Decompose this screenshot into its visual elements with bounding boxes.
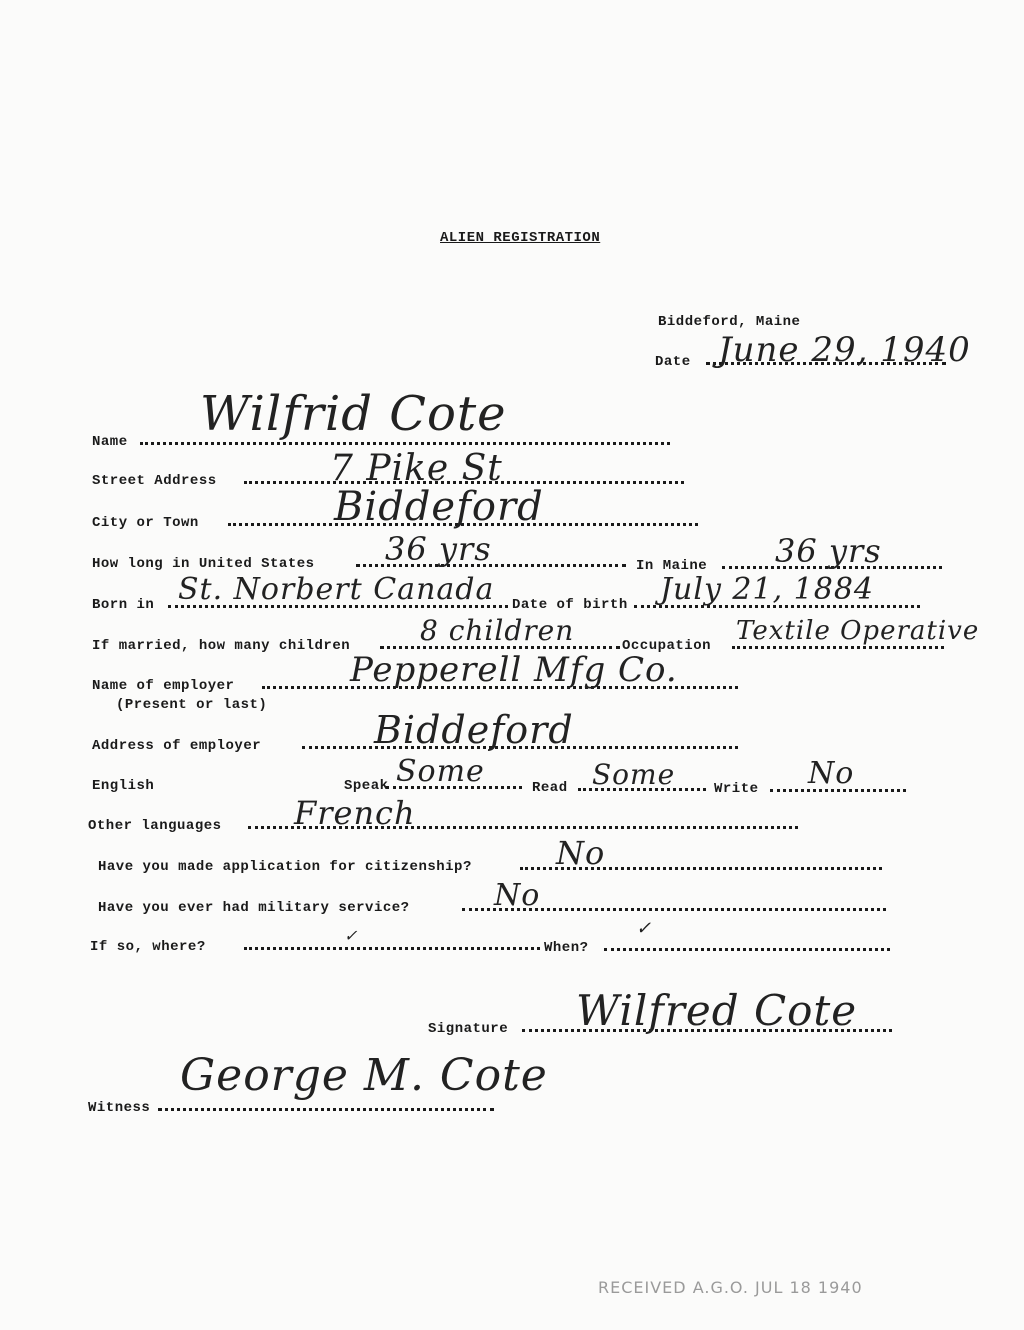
- city-value: Biddeford: [334, 484, 544, 530]
- other-languages-value: French: [294, 794, 416, 832]
- employer-value: Pepperell Mfg Co.: [350, 650, 678, 690]
- speak-label: Speak: [344, 778, 389, 794]
- citizenship-label: Have you made application for citizenship?: [98, 859, 472, 875]
- in-maine-value: 36 yrs: [775, 532, 882, 570]
- name-value: Wilfrid Cote: [200, 386, 507, 442]
- where-label: If so, where?: [90, 939, 206, 955]
- born-value: St. Norbert Canada: [178, 572, 495, 607]
- employer-sublabel: (Present or last): [116, 697, 268, 713]
- write-value: No: [808, 756, 855, 791]
- dob-value: July 21, 1884: [660, 572, 875, 607]
- when-label: When?: [544, 940, 589, 956]
- military-value: No: [494, 878, 541, 913]
- other-languages-label: Other languages: [88, 818, 222, 834]
- english-label: English: [92, 778, 155, 794]
- street-label: Street Address: [92, 473, 217, 489]
- born-label: Born in: [92, 597, 155, 613]
- when-dotted-line: [604, 948, 890, 951]
- children-value: 8 children: [420, 614, 575, 647]
- speak-value: Some: [396, 754, 485, 789]
- occupation-value: Textile Operative: [736, 616, 980, 646]
- dob-label: Date of birth: [512, 597, 628, 613]
- military-label: Have you ever had military service?: [98, 900, 410, 916]
- date-label: Date: [655, 354, 691, 370]
- how-long-value: 36 yrs: [385, 530, 492, 568]
- when-value: ✓: [636, 918, 653, 939]
- children-label: If married, how many children: [92, 638, 351, 654]
- employer-address-label: Address of employer: [92, 738, 262, 754]
- where-dotted-line: [244, 947, 540, 950]
- citizenship-value: No: [556, 834, 606, 872]
- witness-value: George M. Cote: [180, 1050, 548, 1101]
- form-title: ALIEN REGISTRATION: [440, 230, 601, 246]
- location-text: Biddeford, Maine: [658, 314, 801, 330]
- witness-dotted-line: [158, 1108, 494, 1111]
- how-long-label: How long in United States: [92, 556, 315, 572]
- signature-value: Wilfred Cote: [576, 986, 858, 1035]
- where-value: ✓: [344, 926, 359, 945]
- occupation-dotted-line: [732, 646, 944, 649]
- name-dotted-line: [140, 442, 670, 445]
- street-value: 7 Pike St: [330, 448, 503, 489]
- name-label: Name: [92, 434, 128, 450]
- signature-label: Signature: [428, 1021, 509, 1037]
- read-label: Read: [532, 780, 568, 796]
- received-stamp: RECEIVED A.G.O. JUL 18 1940: [598, 1278, 863, 1297]
- in-maine-label: In Maine: [636, 558, 708, 574]
- read-value: Some: [592, 758, 676, 791]
- employer-address-value: Biddeford: [374, 708, 574, 752]
- witness-label: Witness: [88, 1100, 151, 1116]
- city-label: City or Town: [92, 515, 199, 531]
- write-label: Write: [714, 781, 759, 797]
- occupation-label: Occupation: [622, 638, 712, 654]
- employer-label: Name of employer: [92, 678, 235, 694]
- date-value: June 29, 1940: [718, 330, 971, 370]
